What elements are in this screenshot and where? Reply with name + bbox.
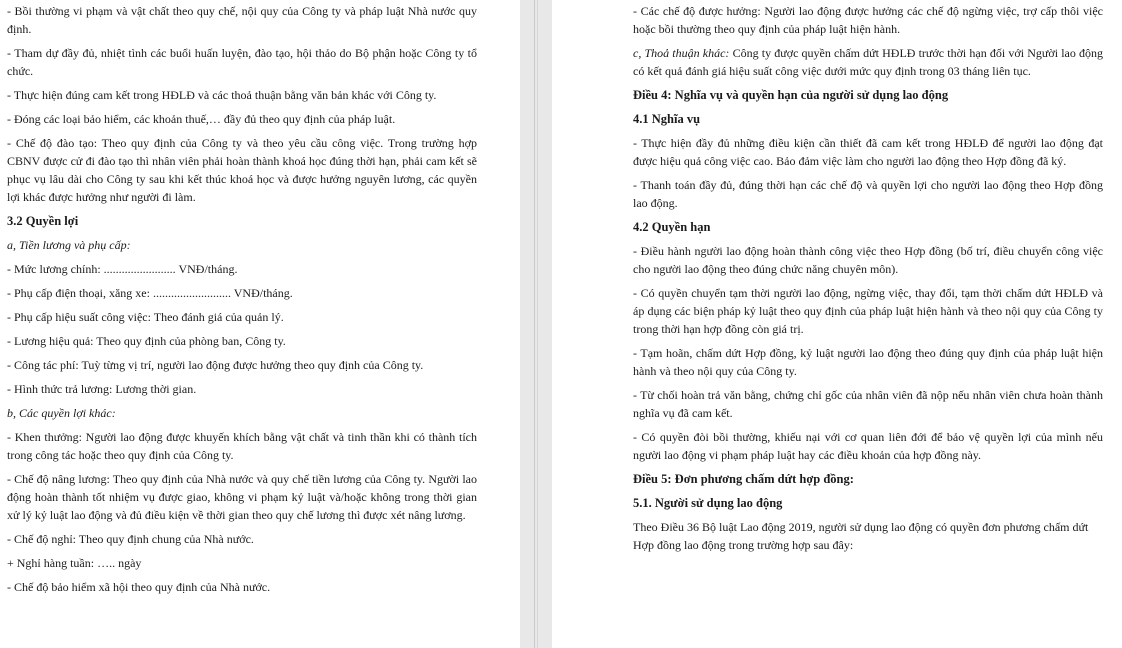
- paragraph-right-9: - Có quyền đòi bồi thường, khiếu nại với cơ quan liên đới để bảo vệ quyền lợi của mình nếu người lao động vi phạm pháp luật hay các điều khoản của hợp đồng này.: [633, 430, 1103, 462]
- article-heading-4: Điều 4: Nghĩa vụ và quyền hạn của người sử dụng lao động: [633, 88, 949, 102]
- paragraph-left-1: - Bồi thường vi phạm và vật chất theo quy chế, nội quy của Công ty và pháp luật Nhà nước quy định.: [7, 4, 477, 36]
- paragraph-left-3: - Thực hiện đúng cam kết trong HĐLĐ và các thoả thuận bằng văn bản khác với Công ty.: [7, 88, 437, 102]
- page-edge-shadow: [534, 0, 535, 648]
- paragraph-right-6: - Có quyền chuyển tạm thời người lao động, ngừng việc, thay đổi, tạm thời chấm dứt HĐLĐ và áp dụng các biện pháp kỷ luật theo quy định của pháp luật hiện hành và theo nội quy của Công ty trong thời hạn hợp đồng còn giá trị.: [633, 286, 1103, 336]
- paragraph-right-3: - Thực hiện đầy đủ những điều kiện cần thiết đã cam kết trong HĐLĐ để người lao động đạt được hiệu quả công việc cao. Bảo đảm việc làm cho người lao động theo Hợp đồng đã ký.: [633, 136, 1103, 168]
- paragraph-left-2: - Tham dự đầy đủ, nhiệt tình các buổi huấn luyện, đào tạo, hội thảo do Bộ phận hoặc Công ty tổ chức.: [7, 46, 477, 78]
- paragraph-right-8: - Từ chối hoàn trả văn bằng, chứng chỉ gốc của nhân viên đã nộp nếu nhân viên chưa hoàn thành nghĩa vụ đã cam kết.: [633, 388, 1103, 420]
- subheading-b: b, Các quyền lợi khác:: [7, 406, 116, 420]
- paragraph-left-9: - Lương hiệu quả: Theo quy định của phòng ban, Công ty.: [7, 334, 286, 348]
- document-page-left: [0, 0, 520, 648]
- article-heading-5: Điều 5: Đơn phương chấm dứt hợp đồng:: [633, 472, 854, 486]
- paragraph-left-6: - Mức lương chính: ........................ VNĐ/tháng.: [7, 262, 238, 276]
- paragraph-right-5: - Điều hành người lao động hoàn thành công việc theo Hợp đồng (bố trí, điều chuyển công việc cho người lao động theo đúng chức năng chuyên môn).: [633, 244, 1103, 276]
- paragraph-right-2: [633, 44, 1103, 80]
- paragraph-left-12: - Khen thưởng: Người lao động được khuyến khích bằng vật chất và tinh thần khi có thành tích trong công tác hoặc theo quy định của Công ty.: [7, 430, 477, 462]
- section-heading-4-1: 4.1 Nghĩa vụ: [633, 112, 701, 126]
- paragraph-left-14: - Chế độ nghỉ: Theo quy định chung của Nhà nước.: [7, 532, 254, 546]
- paragraph-right-7: - Tạm hoãn, chấm dứt Hợp đồng, kỷ luật người lao động theo đúng quy định của pháp luật hiện hành và theo nội quy của Công ty.: [633, 346, 1103, 378]
- paragraph-left-4: - Đóng các loại bảo hiểm, các khoản thuế,… đầy đủ theo quy định của pháp luật.: [7, 112, 396, 126]
- paragraph-left-11: - Hình thức trả lương: Lương thời gian.: [7, 382, 197, 396]
- paragraph-left-8: - Phụ cấp hiệu suất công việc: Theo đánh giá của quản lý.: [7, 310, 284, 324]
- paragraph-right-2-text: Công ty được quyền chấm dứt HĐLĐ trước thời hạn đối với Người lao động có kết quả đánh giá hiệu suất công việc dưới mức quy định trong 03 tháng liên tục.: [633, 46, 1103, 78]
- paragraph-left-15: + Nghỉ hàng tuần: ….. ngày: [7, 556, 142, 570]
- paragraph-left-7: - Phụ cấp điện thoại, xăng xe: .......................... VNĐ/tháng.: [7, 286, 293, 300]
- page-left-content: [7, 0, 477, 596]
- page-right-content: [633, 0, 1103, 554]
- section-heading-3-2: 3.2 Quyền lợi: [7, 214, 79, 228]
- section-heading-5-1: 5.1. Người sử dụng lao động: [633, 496, 783, 510]
- paragraph-right-1: - Các chế độ được hưởng: Người lao động được hưởng các chế độ ngừng việc, trợ cấp thôi việc hoặc bồi thường theo quy định của pháp luật hiện hành.: [633, 4, 1103, 36]
- paragraph-left-5: - Chế độ đào tạo: Theo quy định của Công ty và theo yêu cầu công việc. Trong trường hợp CBNV được cử đi đào tạo thì nhân viên phải hoàn thành khoá học đúng thời hạn, phải cam kết sẽ phục vụ lâu dài cho Công ty sau khi kết thúc khoá học và được hưởng nguyên lương, các quyền lợi khác được hưởng như người đi làm.: [7, 136, 477, 204]
- paragraph-right-10: Theo Điều 36 Bộ luật Lao động 2019, người sử dụng lao động có quyền đơn phương chấm dứt Hợp đồng lao động trong trường hợp sau đây:: [633, 520, 1089, 552]
- paragraph-right-4: - Thanh toán đầy đủ, đúng thời hạn các chế độ và quyền lợi cho người lao động theo Hợp đồng lao động.: [633, 178, 1103, 210]
- subheading-a: a, Tiền lương và phụ cấp:: [7, 238, 131, 252]
- paragraph-left-10: - Công tác phí: Tuỳ từng vị trí, người lao động được hưởng theo quy định của Công ty.: [7, 358, 424, 372]
- subheading-c: c, Thoả thuận khác:: [633, 46, 730, 60]
- page-edge-shadow-right: [537, 0, 538, 648]
- document-page-right: [552, 0, 1122, 648]
- paragraph-left-13: - Chế độ nâng lương: Theo quy định của Nhà nước và quy chế tiền lương của Công ty. Người lao động hoàn thành tốt nhiệm vụ được giao, không vi phạm kỷ luật và/hoặc không trong thời gian xử lý kỷ luật lao động và đủ điều kiện về thời gian theo quy chế lương thì được xét nâng lương.: [7, 472, 477, 522]
- page-gutter: [520, 0, 552, 648]
- section-heading-4-2: 4.2 Quyền hạn: [633, 220, 711, 234]
- paragraph-left-16: - Chế độ bảo hiểm xã hội theo quy định của Nhà nước.: [7, 580, 271, 594]
